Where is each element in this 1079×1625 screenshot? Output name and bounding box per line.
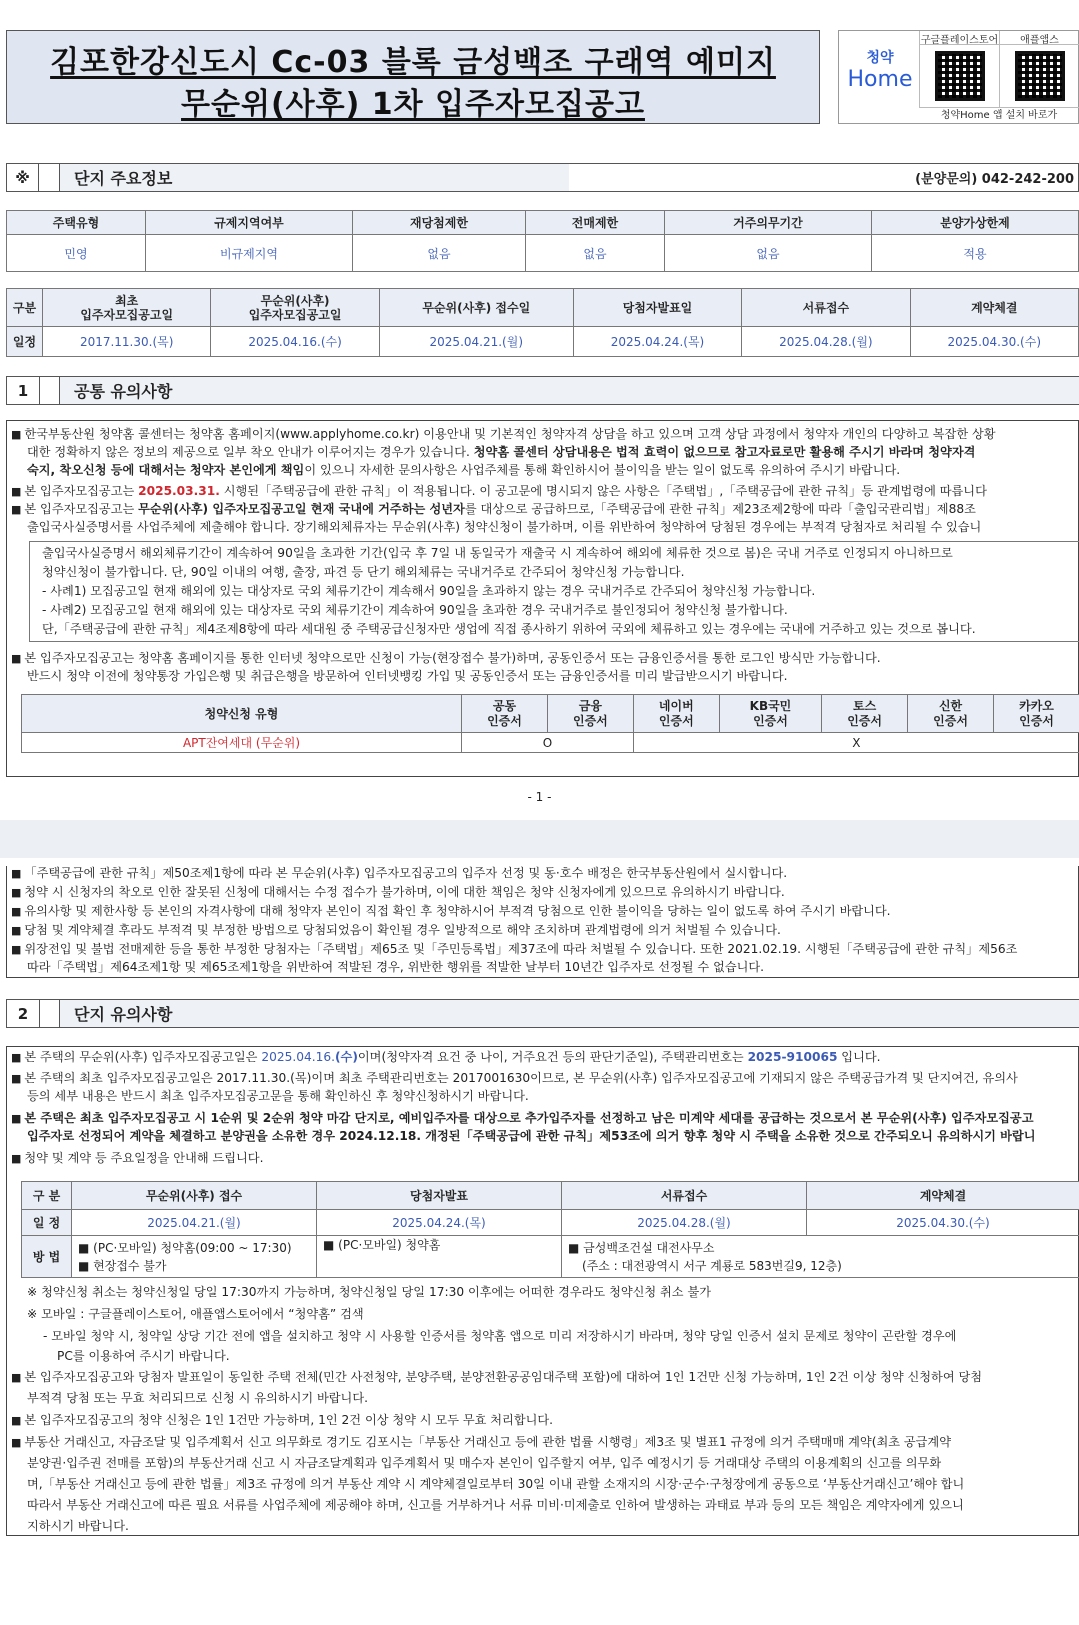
page-number: - 1 - (527, 790, 552, 804)
complex-info-table (6, 210, 1079, 272)
applyhome-logo: 청약 Home (847, 50, 913, 92)
page-break (0, 820, 1079, 858)
notice-text: 한국부동산원 청약홈 콜센터는 청약홈 홈페이지(www.applyhome.co.kr) 이용안내 및 기본적인 청약자격 상담을 하고 있으며 고객 상담 과정에서 청약자 개인의 다양하고 복잡한 상황 (24, 427, 996, 441)
cert-header: 공동 인증서 (462, 695, 548, 733)
info-value: 민영 (7, 235, 146, 272)
section2-content: ■ 본 주택의 무순위(사후) 입주자모집공고일은 2025.04.16.(수)이며(청약자격 요건 중 나이, 거주요건 등의 판단기준일), 주택관리번호는 2025-910065 입니다. ■ 본 주택의 최초 입주자모집공고일은 2017.11.30.(목)이며 최초 주택관리번호는 2017001630이므로, 본 무순위(사후) 입주자모집공고에 기재되지 않은 주택공급가격 및 단지여건, 유의사 등의 세부 내용은 반드시 최초 입주자모집공고문을 통해 확인하신 후 청약신청하시기 바랍니다. ■ 본 주택은 최초 입주자모집공고 시 1순위 및 2순위 청약 마감 단지로, 예비입주자를 대상으로 추가입주자를 선정하고 남은 미계약 세대를 공급하는 것으로서 본 무순위(사후) 입주자모집공고 입주자로 선정되어 계약을 체결하고 분양권을 소유한 경우 2024.12.18. 개정된「주택공급에 관한 규칙」제53조에 의거 향후 청약 시 주택을 소유한 것으로 간주되오니 유의하시기 바랍니 ■ 청약 및 계약 등 주요일정을 안내해 드립니다. 구 분 무순위(사후) 접수 당첨자발표 서류접수 계약체결 일 정 2025.04.21.(월) 2025.04.24.(목) 2025.04.28.(월) 2025.04.30.(수) 방 법 ■ (PC·모바일) 청약홈(09:00 ~ 17:30) ■ 현장접수 불가 ■ (PC·모바일) 청약홈 ■ 금성백조건설 대전사무소 (주소 : 대전광역시 서구 계룡로 583번길9, 12층) ※ 청약신청 취소는 청약신청일 당일 17:30까지 가능하며, 청약신청일 당일 17:30 이후에는 어떠한 경우라도 청약신청 취소 불가 ※ 모바일 : 구글플레이스토어, 애플앱스토어에서 “청약홈” 검색 - 모바일 청약 시, 청약일 상당 기간 전에 앱을 설치하고 청약 시 사용할 인증서를 청약홈 앱으로 미리 저장하시기 바라며, 청약 당일 인증서 설치 문제로 청약이 곤란할 경우에 PC를 이용하여 주시기 바랍니다. ■ 본 입주자모집공고와 당첨자 발표일이 동일한 주택 전체(민간 사전청약, 분양주택, 분양전환공공임대주택 포함)에 대하여 1인 1건만 신청 가능하며, 1인 2건 이상 청약 신청하여 당첨 부적격 당첨 또는 무효 처리되므로 신청 시 유의하시기 바랍니다. ■ 본 입주자모집공고의 청약 신청은 1인 1건만 가능하며, 1인 2건 이상 청약 시 모두 무효 처리합니다. ■ 부동산 거래신고, 자금조달 및 입주계획서 신고 의무화로 경기도 김포시는「부동산 거래신고 등에 관한 법률 시행령」제3조 및 별표1 규정에 의거 주택매매 계약(최초 공급계약 분양권·입주권 전매를 포함)의 부동산거래 신고 시 자금조달계획과 입주계획서 및 매수자 본인이 입주할지 여부, 입주 예정시기 등 거래대상 주택의 이용계획의 신고를 의무화 며,「부동산 거래신고 등에 관한 법률」제3조 규정에 의거 부동산 계약 시 계약체결일로부터 30일 이내 관할 소재지의 시장·군수·구청장에게 공동으로 ‘부동산거래신고’해야 합니 따라서 부동산 거래신고에 따른 필요 서류를 사업주체에 제공해야 하며, 신고를 거부하거나 서류 미비·미제출로 인하여 발생하는 과태료 부과 등의 모든 책임은 계약자에게 있으니 지하시기 바랍니다. (6, 1046, 1079, 1536)
schedule-table (6, 288, 1079, 357)
section2-number: 2 (7, 1000, 40, 1027)
schedule-date: 2025.04.21.(월) (72, 1210, 317, 1236)
schedule-date: 2025.04.16.(수) (211, 327, 379, 357)
schedule-row-label: 일정 (7, 327, 43, 357)
google-play-label: 구글플레이스토어 (920, 31, 999, 45)
info-value: 없음 (525, 235, 664, 272)
note-text: 유의사항 및 제한사항 등 본인의 자격사항에 대해 청약자 본인이 직접 확인 후 청약하시어 부적격 당첨으로 인한 불이익을 당하는 일이 없도록 하여 주시기 바랍니다. (24, 904, 891, 918)
schedule-header: 당첨자발표일 (573, 289, 741, 327)
section1-title: 공통 유의사항 (59, 377, 1079, 404)
info-header: 거주의무기간 (664, 211, 871, 235)
cert-allowed-mark: O (462, 733, 634, 753)
info-value: 없음 (664, 235, 871, 272)
cert-header: KB국민 인증서 (719, 695, 821, 733)
schedule-date: 2025.04.30.(수) (910, 327, 1078, 357)
notice-title-line1: 김포한강신도시 Cc-03 블록 금성백조 구래역 예미지 (50, 45, 776, 80)
schedule-header: 무순위(사후) 입주자모집공고일 (211, 289, 379, 327)
schedule-header: 계약체결 (910, 289, 1078, 327)
notice-date: 2025.04.16. (261, 1050, 335, 1064)
app-store-label: 애플앱스 (1000, 31, 1079, 45)
main-schedule-table: 구 분 무순위(사후) 접수 당첨자발표 서류접수 계약체결 일 정 2025.04.21.(월) 2025.04.24.(목) 2025.04.28.(월) 2025.04.30.(수) 방 법 ■ (PC·모바일) 청약홈(09:00 ~ 17:30) ■ 현장접수 불가 ■ (PC·모바일) 청약홈 ■ 금성백조건설 대전사무소 (주소 : 대전광역시 서구 계룡로 583번길9, 12층) (21, 1181, 1079, 1278)
cert-header: 토스 인증서 (822, 695, 908, 733)
reference-mark: ※ (7, 164, 39, 191)
schedule-header: 서류접수 (742, 289, 910, 327)
schedule-date: 2025.04.24.(목) (573, 327, 741, 357)
note-text: 「주택공급에 관한 규칙」제50조제1항에 따라 본 무순위(사후) 입주자모집공고의 입주자 선정 및 동·호수 배정은 한국부동산원에서 실시합니다. (24, 866, 788, 880)
cert-header: 금융 인증서 (547, 695, 633, 733)
rule-date: 2025.03.31. (138, 484, 220, 498)
notice-text-bold: 숙지, 착오신청 등에 대해서는 청약자 본인에게 책임 (27, 463, 305, 477)
cert-header: 카카오 인증서 (994, 695, 1079, 733)
note-text: 따라「주택법」제64조제1항 및 제65조제1항을 위반하여 적발된 경우, 위반한 행위를 적발한 날부터 10년간 입주자로 선정될 수 없습니다. (27, 960, 765, 974)
info-value: 비규제지역 (145, 235, 352, 272)
note-text: 청약 시 신청자의 착오로 인한 잘못된 신청에 대해서는 수정 접수가 불가하며, 이에 대한 책임은 청약 신청자에게 있으므로 유의하시기 바랍니다. (24, 885, 785, 899)
notice-title-line2: 무순위(사후) 1차 입주자모집공고 (181, 87, 645, 122)
certificate-table (21, 694, 1079, 753)
app-install-note: 청약Home 앱 설치 바로가 (919, 107, 1079, 124)
cert-header: 신한 인증서 (908, 695, 994, 733)
info-value: 없음 (352, 235, 525, 272)
section2-bar (6, 999, 1079, 1028)
google-play-qr-icon[interactable] (935, 51, 985, 101)
residency-note-box: 출입국사실증명서 해외체류기간이 계속하여 90일을 초과한 기간(입국 후 7일 내 동일국가 재출국 시 계속하여 해외에 체류한 것으로 봄)은 국내 거주로 인정되지 아니하므로 청약신청이 불가합니다. 단, 90일 이내의 여행, 출장, 파견 등 단기 해외체류는 국내거주로 간주되어 청약신청 가능합니다. - 사례1) 모집공고일 현재 해외에 있는 대상자로 국외 체류기간이 계속해서 90일을 초과하지 않는 경우 국내거주로 간주되어 청약신청 가능합니다. - 사례2) 모집공고일 현재 해외에 있는 대상자로 국외 체류기간이 계속하여 90일을 초과한 경우 국내거주로 불인정되어 청약신청 불가합니다. 단,「주택공급에 관한 규칙」제4조제8항에 따라 세대원 중 주택공급신청자만 생업에 직접 종사하기 위하여 국외에 체류하고 있는 경우에는 국내에 거주하고 있는 것으로 봅니다. (29, 541, 1079, 642)
schedule-date: 2025.04.30.(수) (807, 1210, 1079, 1236)
sales-inquiry-phone: (분양문의) 042-242-200 (915, 172, 1074, 187)
schedule-header: 최초 입주자모집공고일 (43, 289, 211, 327)
cert-header: 네이버 인증서 (633, 695, 719, 733)
summary-label: 단지 주요정보 (59, 164, 569, 191)
schedule-date: 2025.04.28.(월) (562, 1210, 807, 1236)
info-header: 재당첨제한 (352, 211, 525, 235)
housing-management-number: 2025-910065 (747, 1050, 838, 1064)
section1-number: 1 (7, 377, 40, 404)
info-header: 규제지역여부 (145, 211, 352, 235)
notice-text-bold: 청약홈 콜센터 상담내용은 법적 효력이 없으므로 참고자료로만 활용해 주시기 바라며 청약자격 (473, 445, 976, 459)
page2-notes: ■ 「주택공급에 관한 규칙」제50조제1항에 따라 본 무순위(사후) 입주자모집공고의 입주자 선정 및 동·호수 배정은 한국부동산원에서 실시합니다. ■ 청약 시 신청자의 착오로 인한 잘못된 신청에 대해서는 수정 접수가 불가하며, 이에 대한 책임은 청약 신청자에게 있으므로 유의하시기 바랍니다. ■ 유의사항 및 제한사항 등 본인의 자격사항에 대해 청약자 본인이 직접 확인 후 청약하시어 부적격 당첨으로 인한 불이익을 당하는 일이 없도록 하여 주시기 바랍니다. ■ 당첨 및 계약체결 후라도 부적격 및 부정한 방법으로 당첨되었음이 확인될 경우 일방적으로 해약 조치하며 관계법령에 의거 처벌될 수 있습니다. ■ 위장전입 및 불법 전매제한 등을 통한 부정한 당첨자는「주택법」제65조 및「주민등록법」제37조에 따라 처벌될 수 있습니다. 또한 2021.02.19. 시행된「주택공급에 관한 규칙」제56조 따라「주택법」제64조제1항 및 제65조제1항을 위반하여 적발된 경우, 위반한 행위를 적발한 날부터 10년간 입주자로 선정될 수 없습니다. (6, 866, 1079, 978)
notice-text: 출입국사실증명서를 사업주체에 제출해야 합니다. 장기해외체류자는 무순위(사후) 청약신청이 불가하며, 이를 위반하여 청약하여 당첨된 경우에는 부적격 당첨자로 처리될 수 있습니 (27, 520, 982, 534)
note-text: 위장전입 및 불법 전매제한 등을 통한 부정한 당첨자는「주택법」제65조 및「주민등록법」제37조에 따라 처벌될 수 있습니다. 또한 2021.02.19. 시행된「주택공급에 관한 규칙」제56조 (24, 942, 1018, 956)
schedule-col0-header: 구분 (7, 289, 43, 327)
section2-title: 단지 유의사항 (59, 1000, 1079, 1027)
section1-content: ■ 한국부동산원 청약홈 콜센터는 청약홈 홈페이지(www.applyhome.co.kr) 이용안내 및 기본적인 청약자격 상담을 하고 있으며 고객 상담 과정에서 청약자 개인의 다양하고 복잡한 상황 대한 정확하지 않은 정보의 제공으로 일부 착오 안내가 이루어지는 경우가 있습니다. 청약홈 콜센터 상담내용은 법적 효력이 없으므로 참고자료로만 활용해 주시기 바라며 청약자격 숙지, 착오신청 등에 대해서는 청약자 본인에게 책임이 있으니 자세한 문의사항은 사업주체를 통해 확인하시어 불이익을 받는 일이 없도록 유의하여 주시기 바랍니다. ■ 본 입주자모집공고는 2025.03.31. 시행된「주택공급에 관한 규칙」이 적용됩니다. 이 공고문에 명시되지 않은 사항은「주택법」,「주택공급에 관한 규칙」등 관계법령에 따릅니다 ■ 본 입주자모집공고는 무순위(사후) 입주자모집공고일 현재 국내에 거주하는 성년자를 대상으로 공급하므로,「주택공급에 관한 규칙」제23조제2항에 따라「출입국관리법」제88조 출입국사실증명서를 사업주체에 제출해야 합니다. 장기해외체류자는 무순위(사후) 청약신청이 불가하며, 이를 위반하여 청약하여 당첨된 경우에는 부적격 당첨자로 처리될 수 있습니 출입국사실증명서 해외체류기간이 계속하여 90일을 초과한 기간(입국 후 7일 내 동일국가 재출국 시 계속하여 해외에 체류한 것으로 봄)은 국내 거주로 인정되지 아니하므로 청약신청이 불가합니다. 단, 90일 이내의 여행, 출장, 파견 등 단기 해외체류는 국내거주로 간주되어 청약신청 가능합니다. - 사례1) 모집공고일 현재 해외에 있는 대상자로 국외 체류기간이 계속해서 90일을 초과하지 않는 경우 국내거주로 간주되어 청약신청 가능합니다. - 사례2) 모집공고일 현재 해외에 있는 대상자로 국외 체류기간이 계속하여 90일을 초과한 경우 국내거주로 불인정되어 청약신청 불가합니다. 단,「주택공급에 관한 규칙」제4조제8항에 따라 세대원 중 주택공급신청자만 생업에 직접 종사하기 위하여 국외에 체류하고 있는 경우에는 국내에 거주하고 있는 것으로 봅니다. ■ 본 입주자모집공고는 청약홈 홈페이지를 통한 인터넷 청약으로만 신청이 가능(현장접수 불가)하며, 공동인증서 또는 금융인증서를 통한 로그인 방식만 가능합니다. 반드시 청약 이전에 청약통장 가입은행 및 취급은행을 방문하여 인터넷뱅킹 가입 및 공동인증서 또는 금융인증서를 미리 발급받으시기 바랍니다. 청약신청 유형 공동 인증서 금융 인증서 네이버 인증서 KB국민 인증서 토스 인증서 신한 인증서 카카오 인증서 APT잔여세대 (무순위) O X (6, 420, 1079, 777)
schedule-date: 2017.11.30.(목) (43, 327, 211, 357)
cert-type-header: 청약신청 유형 (22, 695, 462, 733)
schedule-header: 무순위(사후) 접수일 (379, 289, 573, 327)
app-store-qr-icon[interactable] (1015, 51, 1065, 101)
cert-type-value: APT잔여세대 (무순위) (22, 733, 462, 753)
summary-bar (6, 163, 1079, 192)
notice-text: 이 있으니 자세한 문의사항은 사업주체를 통해 확인하시어 불이익을 받는 일이 없도록 유의하여 주시기 바랍니다. (304, 463, 901, 477)
applyhome-app-box (838, 30, 1079, 124)
info-header: 분양가상한제 (871, 211, 1078, 235)
schedule-date: 2025.04.24.(목) (317, 1210, 562, 1236)
info-header: 주택유형 (7, 211, 146, 235)
schedule-date: 2025.04.21.(월) (379, 327, 573, 357)
section1-bar (6, 376, 1079, 405)
note-text: 당첨 및 계약체결 후라도 부적격 및 부정한 방법으로 당첨되었음이 확인될 경우 일방적으로 해약 조치하며 관계법령에 의거 처벌될 수 있습니다. (24, 923, 781, 937)
notice-text: 대한 정확하지 않은 정보의 제공으로 일부 착오 안내가 이루어지는 경우가 있습니다. (27, 445, 474, 459)
schedule-date: 2025.04.28.(월) (742, 327, 910, 357)
info-value: 적용 (871, 235, 1078, 272)
info-header: 전매제한 (525, 211, 664, 235)
notice-title-box (6, 30, 820, 124)
cert-disallowed-mark: X (633, 733, 1079, 753)
